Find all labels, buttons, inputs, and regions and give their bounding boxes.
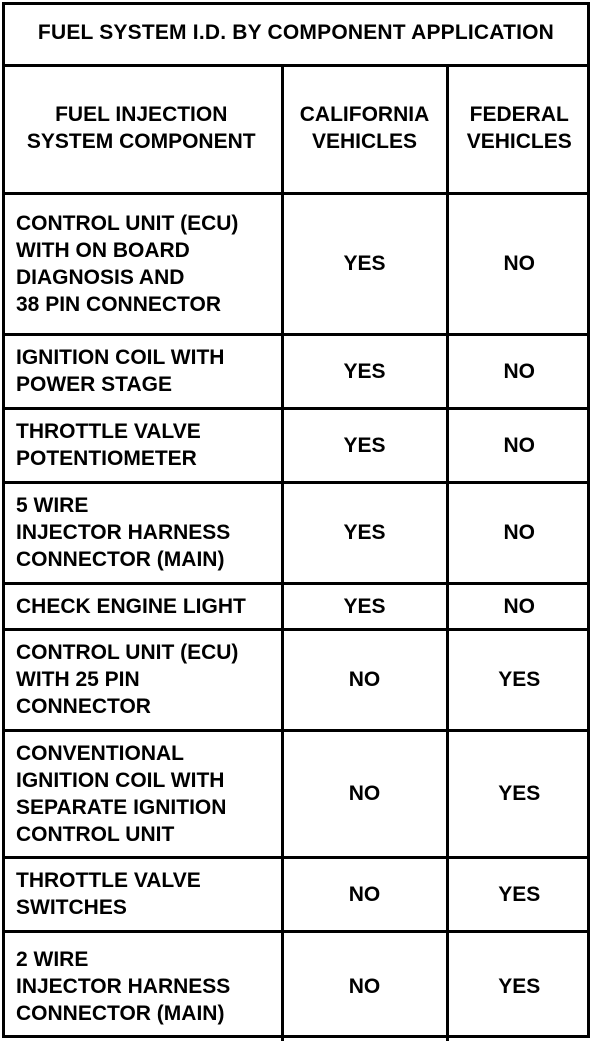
federal-cell: YES [447,730,590,857]
component-table [2,64,590,1041]
table-row [2,482,590,583]
table-row [2,583,590,629]
component-line: CONVENTIONAL [16,741,184,765]
federal-cell: NO [447,583,590,629]
component-line: INJECTOR HARNESS [16,975,231,999]
header-row [2,64,590,193]
table-row [2,334,590,408]
component-cell [2,482,282,583]
federal-cell: YES [447,629,590,730]
component-line: THROTTLE VALVE [16,420,201,443]
component-line: 38 PIN CONNECTOR [16,292,221,316]
component-line: 2 WIRE [16,948,89,972]
component-line: CONTROL UNIT [16,822,175,846]
component-line: CONTROL UNIT (ECU) [16,211,239,235]
header-federal-line: VEHICLES [466,129,572,153]
table-row [2,408,590,482]
header-california-line: VEHICLES [311,129,418,153]
table-row [2,629,590,730]
component-line: POWER STAGE [16,373,172,396]
california-cell: YES [282,583,447,629]
header-california-line: CALIFORNIA [299,102,430,126]
component-line: THROTTLE VALVE [16,869,201,892]
component-line: POTENTIOMETER [16,447,197,470]
federal-cell: NO [447,193,590,334]
component-line: WITH ON BOARD [16,238,190,262]
table-row [2,931,590,1041]
component-line: IGNITION COIL WITH [16,768,225,792]
california-cell: YES [282,334,447,408]
federal-cell: NO [447,334,590,408]
component-cell [2,629,282,730]
header-federal [447,64,590,193]
component-cell [2,408,282,482]
component-cell [2,931,282,1041]
component-line: 5 WIRE [16,494,89,517]
table-row [2,857,590,931]
component-line: WITH 25 PIN [16,668,140,691]
component-cell [2,193,282,334]
table-row [2,193,590,334]
california-cell: NO [282,857,447,931]
component-cell [2,583,282,629]
california-cell: YES [282,408,447,482]
california-cell: YES [282,193,447,334]
table-row [2,730,590,857]
component-line: CONNECTOR (MAIN) [16,548,225,571]
federal-cell: YES [447,857,590,931]
header-california [282,64,447,193]
component-cell [2,730,282,857]
california-cell: NO [282,730,447,857]
component-line: SWITCHES [16,896,127,919]
header-component [2,64,282,193]
california-cell: YES [282,482,447,583]
table-title: FUEL SYSTEM I.D. BY COMPONENT APPLICATION [2,2,590,67]
component-line: DIAGNOSIS AND [16,265,185,289]
component-cell [2,857,282,931]
california-cell: NO [282,931,447,1041]
component-line: CONTROL UNIT (ECU) [16,641,239,664]
federal-cell: NO [447,408,590,482]
federal-cell: NO [447,482,590,583]
component-line: CHECK ENGINE LIGHT [16,594,246,618]
component-line: SEPARATE IGNITION [16,795,227,819]
component-line: CONNECTOR (MAIN) [16,1002,225,1026]
component-line: INJECTOR HARNESS [16,521,231,544]
header-component-line: SYSTEM COMPONENT [26,129,256,153]
component-line: CONNECTOR [16,695,151,718]
california-cell: NO [282,629,447,730]
component-line: IGNITION COIL WITH [16,346,225,369]
federal-cell: YES [447,931,590,1041]
header-federal-line: FEDERAL [469,102,569,126]
header-component-line: FUEL INJECTION [55,102,228,126]
component-cell [2,334,282,408]
